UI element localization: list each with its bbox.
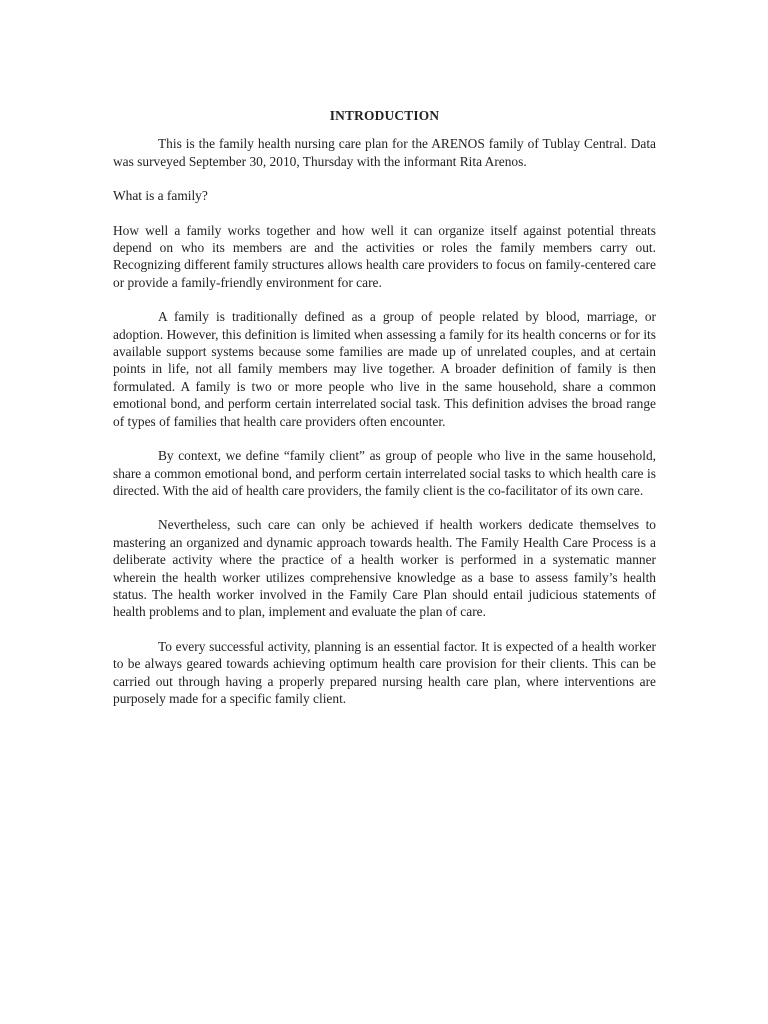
paragraph-family-definition: A family is traditionally defined as a group of people related by blood, marriage, or adoption. However, this definition is limited when assessing a family for its health concerns or for its available support systems because some families are made up of unrelated couples, and at certain points in life, not all family members may live together. A broader definition of family is then formulated. A family is two or more people who live in the same household, share a common emotional bond, and perform certain interrelated social task. This definition advises the broad range of types of families that health care providers often encounter.	[113, 309, 656, 429]
paragraph-health-care-process: Nevertheless, such care can only be achieved if health workers dedicate themselves to mastering an organized and dynamic approach towards health. The Family Health Care Process is a deliberate activity where the practice of a health worker is performed in a systematic manner wherein the health worker utilizes comprehensive knowledge as a base to assess family’s health status. The health worker involved in the Family Care Plan should entail judicious statements of health problems and to plan, implement and evaluate the plan of care.	[113, 517, 656, 620]
paragraph-family-client: By context, we define “family client” as group of people who live in the same household, share a common emotional bond, and perform certain interrelated social tasks to which health care is directed. With the aid of health care providers, the family client is the co-facilitator of its own care.	[113, 448, 656, 498]
paragraph-question: What is a family?	[113, 188, 208, 204]
paragraph-intro: This is the family health nursing care plan for the ARENOS family of Tublay Central. Data was surveyed September 30, 2010, Thursday with the informant Rita Arenos.	[113, 136, 656, 169]
paragraph-planning: To every successful activity, planning is an essential factor. It is expected of a health worker to be always geared towards achieving optimum health care provision for their clients. This can be carried out through having a properly prepared nursing health care plan, where interventions are purposely made for a specific family client.	[113, 638, 656, 706]
document-body	[113, 107, 656, 724]
document-title: INTRODUCTION	[329, 108, 440, 123]
paragraph-family-works: How well a family works together and how well it can organize itself against potential threats depend on who its members are and the activities or roles the family members carry out. Recognizing different family structures allows health care providers to focus on family-centered care or provide a family-friendly environment for care.	[113, 222, 656, 290]
